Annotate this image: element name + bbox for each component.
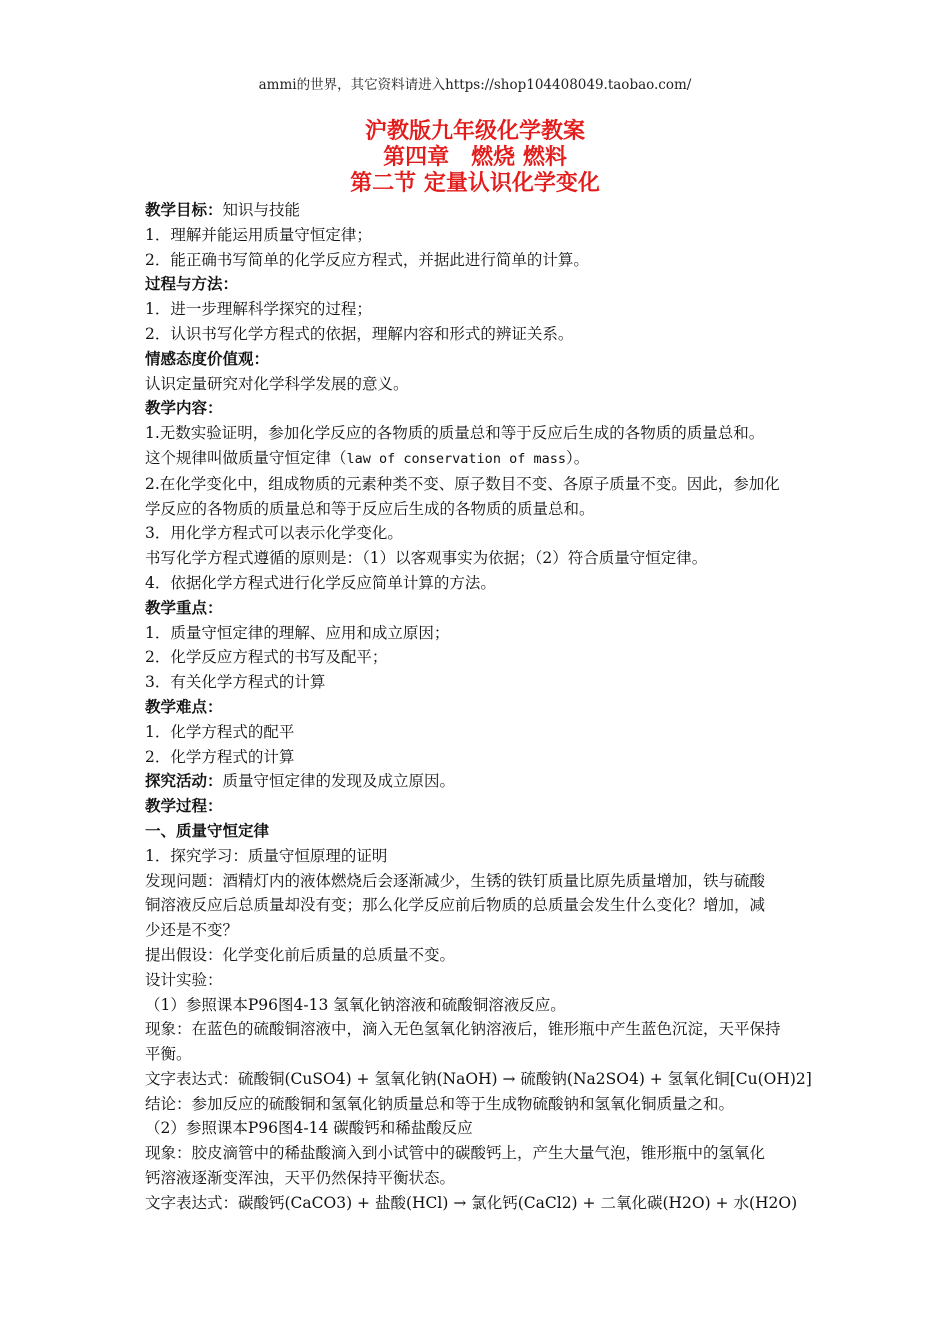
title-block <box>0 119 950 197</box>
experiment-2-observation-1: 现象：胶皮滴管中的稀盐酸滴入到小试管中的碳酸钙上，产生大量气泡，锥形瓶中的氢氧化 <box>145 1144 766 1163</box>
experiment-2: （2）参照课本P96图4-14 碳酸钙和稀盐酸反应 <box>145 1119 473 1138</box>
document-body <box>145 198 810 1216</box>
content-c2a: 2.在化学变化中，组成物质的元素种类不变、原子数目不变、各原子质量不变。因此，参加化 <box>145 474 780 493</box>
difficulty-1: 1．化学方程式的配平 <box>145 722 295 741</box>
objectives-label: 教学目标： <box>145 201 223 219</box>
content-c1b-post: ）。 <box>565 448 590 467</box>
experiment-2-observation-2: 钙溶液逐渐变浑浊，天平仍然保持平衡状态。 <box>145 1169 456 1188</box>
experiment-1-observation-1: 现象：在蓝色的硫酸铜溶液中，滴入无色氢氧化钠溶液后，锥形瓶中产生蓝色沉淀，天平保持 <box>145 1020 781 1039</box>
objective-p1: 1．进一步理解科学探究的过程； <box>145 300 372 319</box>
objective-e1: 认识定量研究对化学科学发展的意义。 <box>145 374 409 393</box>
key-point-2: 2．化学反应方程式的书写及配平； <box>145 648 388 667</box>
content-c1a: 1.无数实验证明，参加化学反应的各物质的质量总和等于反应后生成的各物质的质量总和。 <box>145 424 765 443</box>
key-point-1: 1．质量守恒定律的理解、应用和成立原因； <box>145 623 450 642</box>
title-line-3: 第二节 定量认识化学变化 <box>350 171 600 196</box>
difficulties-label: 教学难点： <box>145 697 223 716</box>
question-line-3: 少还是不变？ <box>145 921 239 940</box>
design-label: 设计实验： <box>145 970 223 989</box>
page-header: ammi的世界，其它资料请进入https://shop104408049.taobao.com/ <box>258 77 692 93</box>
hypothesis: 提出假设：化学变化前后质量的总质量不变。 <box>145 945 456 964</box>
content-c3: 3．用化学方程式可以表示化学变化。 <box>145 524 403 543</box>
experiment-1-observation-2: 平衡。 <box>145 1045 192 1064</box>
content-c1b-en: law of conservation of mass <box>346 450 566 467</box>
question-line-2: 铜溶液反应后总质量却没有变；那么化学反应前后物质的总质量会发生什么变化？增加，减 <box>145 896 766 915</box>
process-s1: 1．探究学习：质量守恒原理的证明 <box>145 846 388 865</box>
key-points-label: 教学重点： <box>145 598 223 617</box>
difficulty-2: 2．化学方程式的计算 <box>145 747 295 766</box>
content-c4: 书写化学方程式遵循的原则是：（1）以客观事实为依据；（2）符合质量守恒定律。 <box>145 549 708 568</box>
experiment-1-conclusion: 结论：参加反应的硫酸铜和氢氧化钠质量总和等于生成物硫酸钠和氢氧化铜质量之和。 <box>145 1094 735 1113</box>
content-label: 教学内容： <box>145 399 223 418</box>
objective-p2: 2．认识书写化学方程式的依据，理解内容和形式的辨证关系。 <box>145 324 574 343</box>
objective-k2: 2．能正确书写简单的化学反应方程式，并据此进行简单的计算。 <box>145 250 589 269</box>
key-point-3: 3．有关化学方程式的计算 <box>145 673 326 692</box>
process-method-label: 过程与方法： <box>145 275 239 294</box>
title-line-1: 沪教版九年级化学教案 <box>364 119 585 144</box>
content-c2b: 学反应的各物质的质量总和等于反应后生成的各物质的质量总和。 <box>145 499 595 518</box>
objective-k1: 1．理解并能运用质量守恒定律； <box>145 225 372 244</box>
content-c5: 4．依据化学方程式进行化学反应简单计算的方法。 <box>145 573 496 592</box>
title-line-2: 第四章 燃烧 燃料 <box>383 145 567 170</box>
objectives-label-rest: 知识与技能 <box>222 201 301 219</box>
question-line-1: 发现问题：酒精灯内的液体燃烧后会逐渐减少，生锈的铁钉质量比原先质量增加，铁与硫酸 <box>145 871 766 890</box>
emotion-label: 情感态度价值观： <box>145 349 270 368</box>
activity-label: 探究活动： <box>145 772 223 791</box>
experiment-2-expression: 文字表达式：碳酸钙(CaCO3) + 盐酸(HCl) → 氯化钙(CaCl2) + 二氧化碳(H2O) + 水(H2O) <box>145 1193 798 1212</box>
activity-text: 质量守恒定律的发现及成立原因。 <box>222 772 456 791</box>
content-c1b-pre: 这个规律叫做质量守恒定律（ <box>145 448 347 467</box>
experiment-1: （1）参照课本P96图4-13 氢氧化钠溶液和硫酸铜溶液反应。 <box>145 995 566 1014</box>
experiment-1-expression: 文字表达式：硫酸铜(CuSO4) + 氢氧化钠(NaOH) → 硫酸钠(Na2SO4) + 氢氧化铜[Cu(OH)2] <box>145 1069 812 1088</box>
process-label: 教学过程： <box>145 797 223 816</box>
section-1-heading: 一、质量守恒定律 <box>145 821 270 840</box>
